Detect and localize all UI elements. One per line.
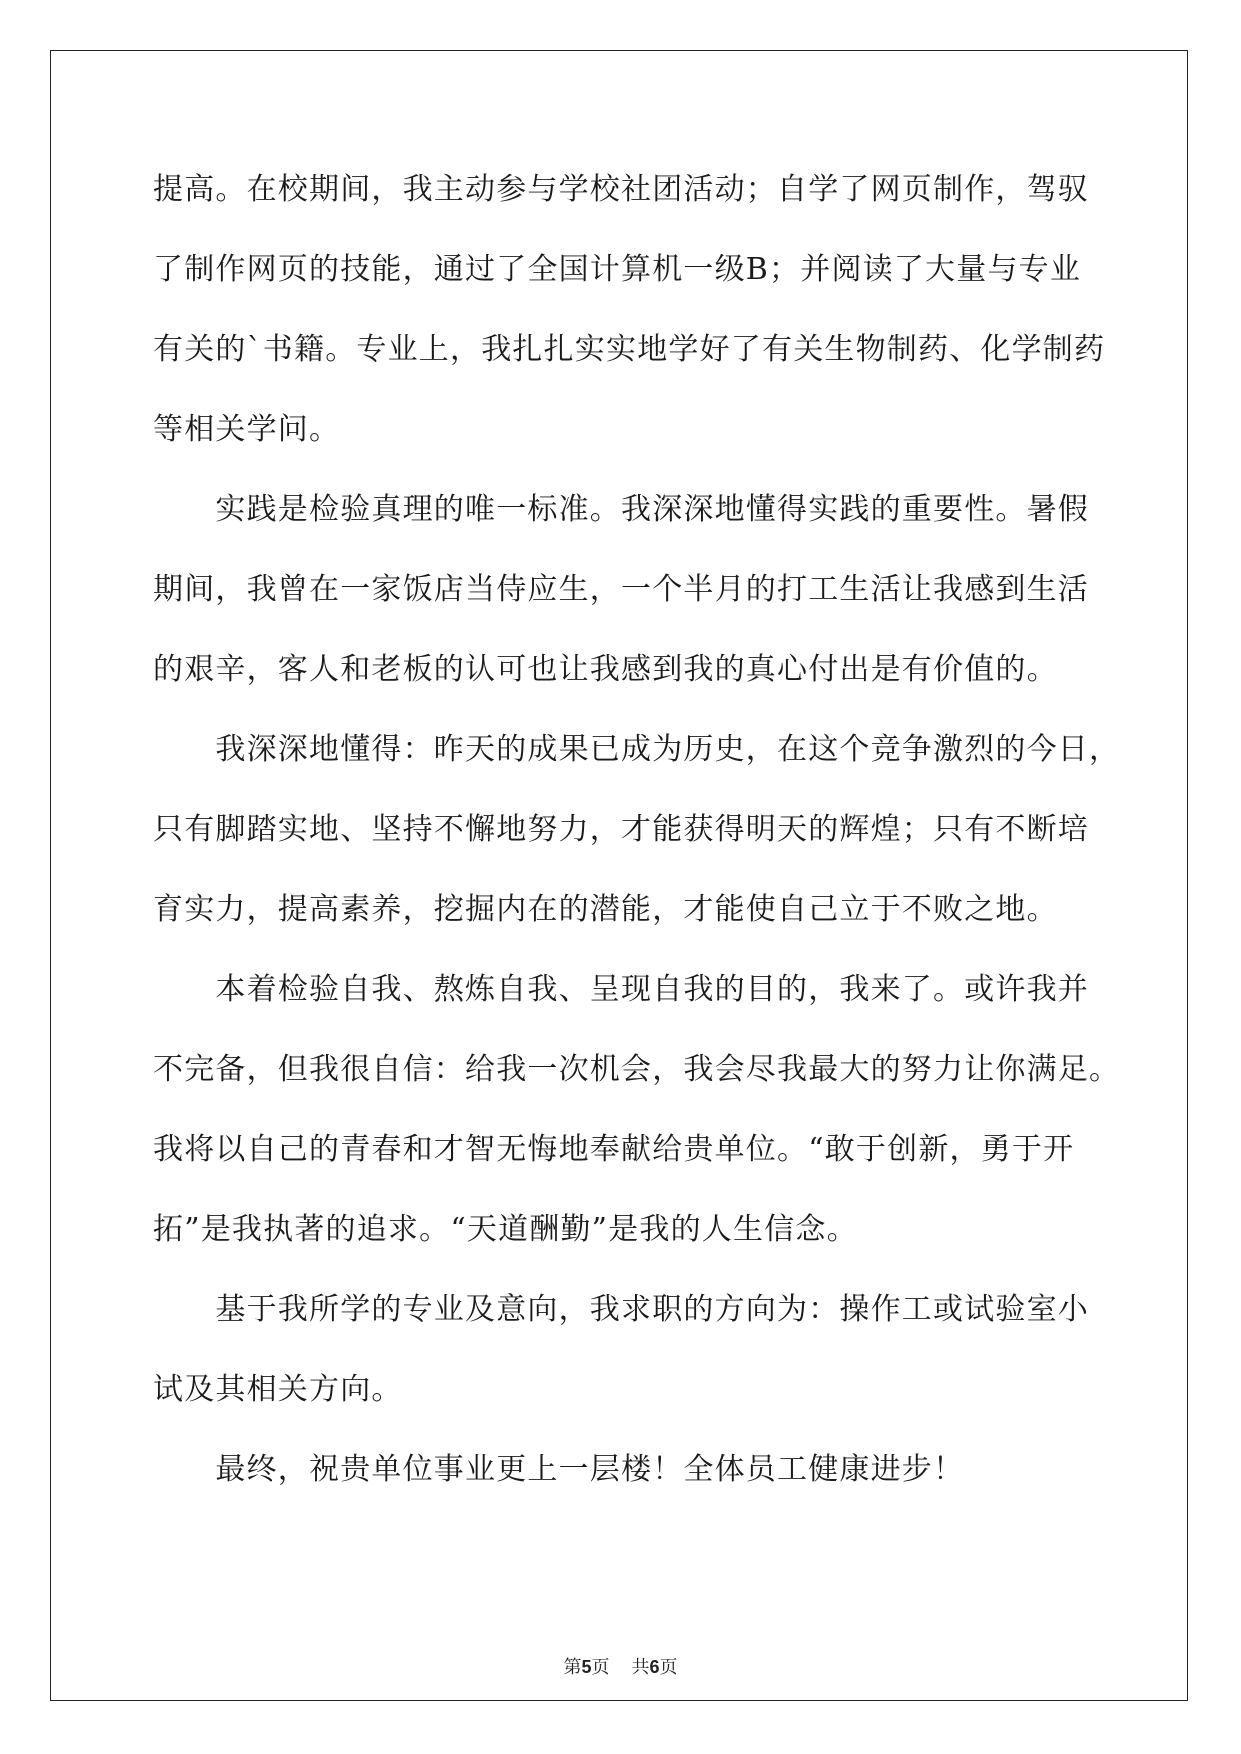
text-line: 等相关学问。 — [153, 412, 341, 447]
text-line: 实践是检验真理的唯一标准。我深深地懂得实践的重要性。暑假 — [153, 492, 1089, 527]
text-line: 我深深地懂得：昨天的成果已成为历史，在这个竞争激烈的今日， — [153, 732, 1121, 767]
text-line: 有关的`书籍。专业上，我扎扎实实地学好了有关生物制药、化学制药 — [153, 332, 1106, 367]
text-line: 我将以自己的青春和才智无悔地奉献给贵单位。“敢于创新，勇于开 — [153, 1132, 1075, 1167]
text-line: 的艰辛，客人和老板的认可也让我感到我的真心付出是有价值的。 — [153, 652, 1058, 687]
page-prefix: 第 — [563, 1657, 582, 1678]
text-line: 不完备，但我很自信：给我一次机会，我会尽我最大的努力让你满足。 — [153, 1052, 1121, 1087]
page-total: 6 — [649, 1657, 660, 1677]
text-line: 提高。在校期间，我主动参与学校社团活动；自学了网页制作，驾驭 — [153, 172, 1089, 207]
total-unit: 页 — [659, 1657, 678, 1678]
text-line: 试及其相关方向。 — [153, 1372, 403, 1407]
text-line: 本着检验自我、熬炼自我、呈现自我的目的，我来了。或许我并 — [153, 972, 1089, 1007]
page-current: 5 — [581, 1657, 592, 1677]
text-line: 育实力，提高素养，挖掘内在的潜能，才能使自己立于不败之地。 — [153, 892, 1058, 927]
text-line: 了制作网页的技能，通过了全国计算机一级B；并阅读了大量与专业 — [153, 252, 1082, 287]
text-line: 最终，祝贵单位事业更上一层楼！全体员工健康进步！ — [153, 1452, 965, 1487]
page-unit: 页 — [591, 1657, 610, 1678]
text-line: 拓”是我执著的追求。“天道酬勤”是我的人生信念。 — [153, 1212, 858, 1247]
text-line: 期间，我曾在一家饭店当侍应生，一个半月的打工生活让我感到生活 — [153, 572, 1089, 607]
page-footer — [0, 1655, 1241, 1680]
total-prefix: 共 — [631, 1657, 650, 1678]
text-line: 只有脚踏实地、坚持不懈地努力，才能获得明天的辉煌；只有不断培 — [153, 812, 1089, 847]
text-line: 基于我所学的专业及意向，我求职的方向为：操作工或试验室小 — [153, 1292, 1089, 1327]
